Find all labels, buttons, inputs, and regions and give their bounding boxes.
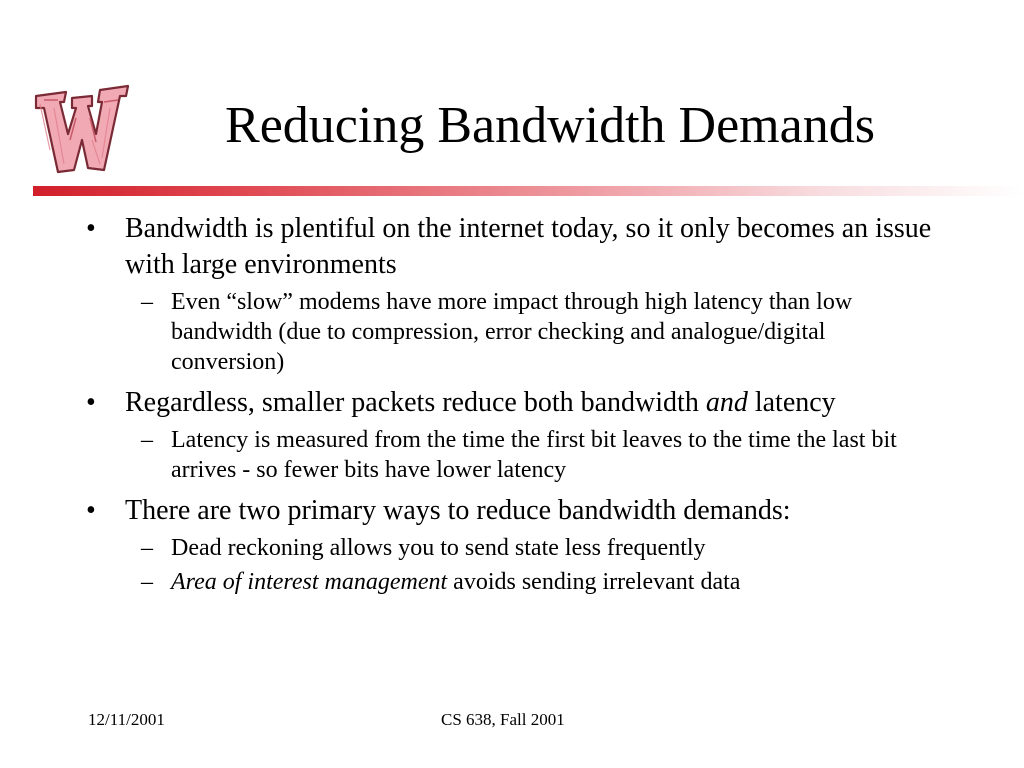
bullet-item bbox=[0, 211, 940, 283]
sub-bullet-text: Even “slow” modems have more impact through high latency than low bandwidth (due to compression, error checking and analogue/digital conversion) bbox=[171, 289, 853, 375]
footer-date: 12/11/2001 bbox=[88, 710, 165, 729]
bullet-item bbox=[0, 493, 940, 529]
sub-bullet-mark: – bbox=[141, 289, 153, 315]
sub-bullet-text: Latency is measured from the time the first bit leaves to the time the last bit arrives - so fewer bits have lower latency bbox=[171, 427, 897, 483]
slide-title: Reducing Bandwidth Demands bbox=[225, 97, 875, 154]
bullet-item bbox=[0, 385, 940, 421]
bullet-mark: • bbox=[86, 213, 96, 244]
bullet-text-before: Regardless, smaller packets reduce both bandwidth bbox=[125, 387, 706, 418]
sub-bullet-text: Dead reckoning allows you to send state less frequently bbox=[171, 535, 706, 561]
bullet-mark: • bbox=[86, 495, 96, 526]
bullet-text: There are two primary ways to reduce bandwidth demands: bbox=[125, 495, 791, 526]
title-divider bbox=[33, 186, 1024, 196]
wisconsin-w-logo-icon bbox=[30, 78, 130, 176]
bullet-text-after: latency bbox=[747, 387, 836, 418]
bullet-mark: • bbox=[86, 387, 96, 418]
sub-bullet-item bbox=[0, 425, 930, 485]
sub-bullet-text: avoids sending irrelevant data bbox=[447, 569, 741, 595]
sub-bullet-item bbox=[0, 287, 930, 377]
bullet-text: Bandwidth is plentiful on the internet today, so it only becomes an issue with large environments bbox=[125, 213, 932, 280]
sub-bullet-mark: – bbox=[141, 535, 153, 561]
sub-bullet-item bbox=[0, 567, 930, 597]
footer-course: CS 638, Fall 2001 bbox=[441, 710, 565, 729]
sub-bullet-item bbox=[0, 533, 930, 563]
sub-bullet-mark: – bbox=[141, 569, 153, 595]
slide-body bbox=[0, 211, 1000, 597]
bullet-text-emphasis: and bbox=[705, 387, 748, 418]
sub-bullet-emphasis: Area of interest management bbox=[171, 569, 448, 595]
sub-bullet-mark: – bbox=[141, 427, 153, 453]
